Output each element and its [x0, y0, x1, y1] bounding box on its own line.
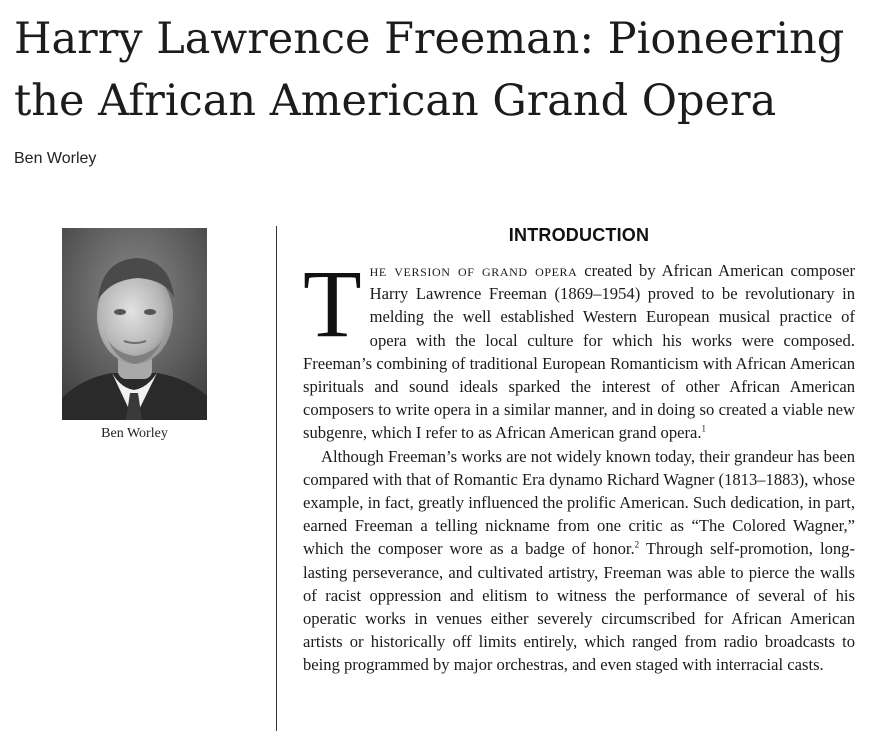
- paragraph-1-text: created by African American composer Harry Lawrence Freeman (1869–1954) proved to be revolutionary in melding the well established Western European musical practice of opera with the local culture for which his works were composed. Freeman’s combining of traditional European Romanticism with African American spirituals and sound ideals sparked the interest of other African American composers to write opera in a similar manner, and in doing so created a viable new subgenre, which I refer to as African American grand opera.: [303, 261, 855, 443]
- drop-cap: T: [303, 250, 362, 357]
- lead-in-smallcaps: he version of grand opera: [369, 261, 578, 280]
- photo-caption: Ben Worley: [101, 426, 168, 441]
- author-byline: Ben Worley: [14, 150, 97, 167]
- paragraph-2-continuation: Through self-promotion, long-lasting perseverance, and cultivated artistry, Freeman was able to pierce the walls of racist oppression and elitism to witness the performance of several of his operatic works in venues either severely circumscribed for African American artists or historically off limits entirely, which ranged from radio broadcasts to being programmed by major orchestras, and even staged with interracial casts.: [303, 539, 855, 675]
- column-divider: [276, 226, 277, 731]
- article-title: [14, 8, 864, 132]
- article-body: [303, 250, 855, 677]
- author-photo: [62, 228, 207, 420]
- title-line-2: the African American Grand Opera: [14, 76, 777, 126]
- paragraph-2: [303, 445, 855, 677]
- paragraph-2-text: Although Freeman’s works are not widely known today, their grandeur has been compared with that of Romantic Era dynamo Richard Wagner (1813–1883), whose example, in fact, greatly influenced the prolific American. Such dedication, in part, earned Freeman a telling nickname from one critic as “The Colored Wagner,” which the composer wore as a badge of honor.: [303, 446, 855, 559]
- section-heading: INTRODUCTION: [508, 225, 650, 245]
- title-line-1: Harry Lawrence Freeman: Pioneering: [14, 14, 845, 64]
- footnote-ref-2[interactable]: 2: [634, 539, 640, 550]
- footnote-ref-1[interactable]: 1: [701, 423, 707, 434]
- paragraph-1: [303, 250, 855, 445]
